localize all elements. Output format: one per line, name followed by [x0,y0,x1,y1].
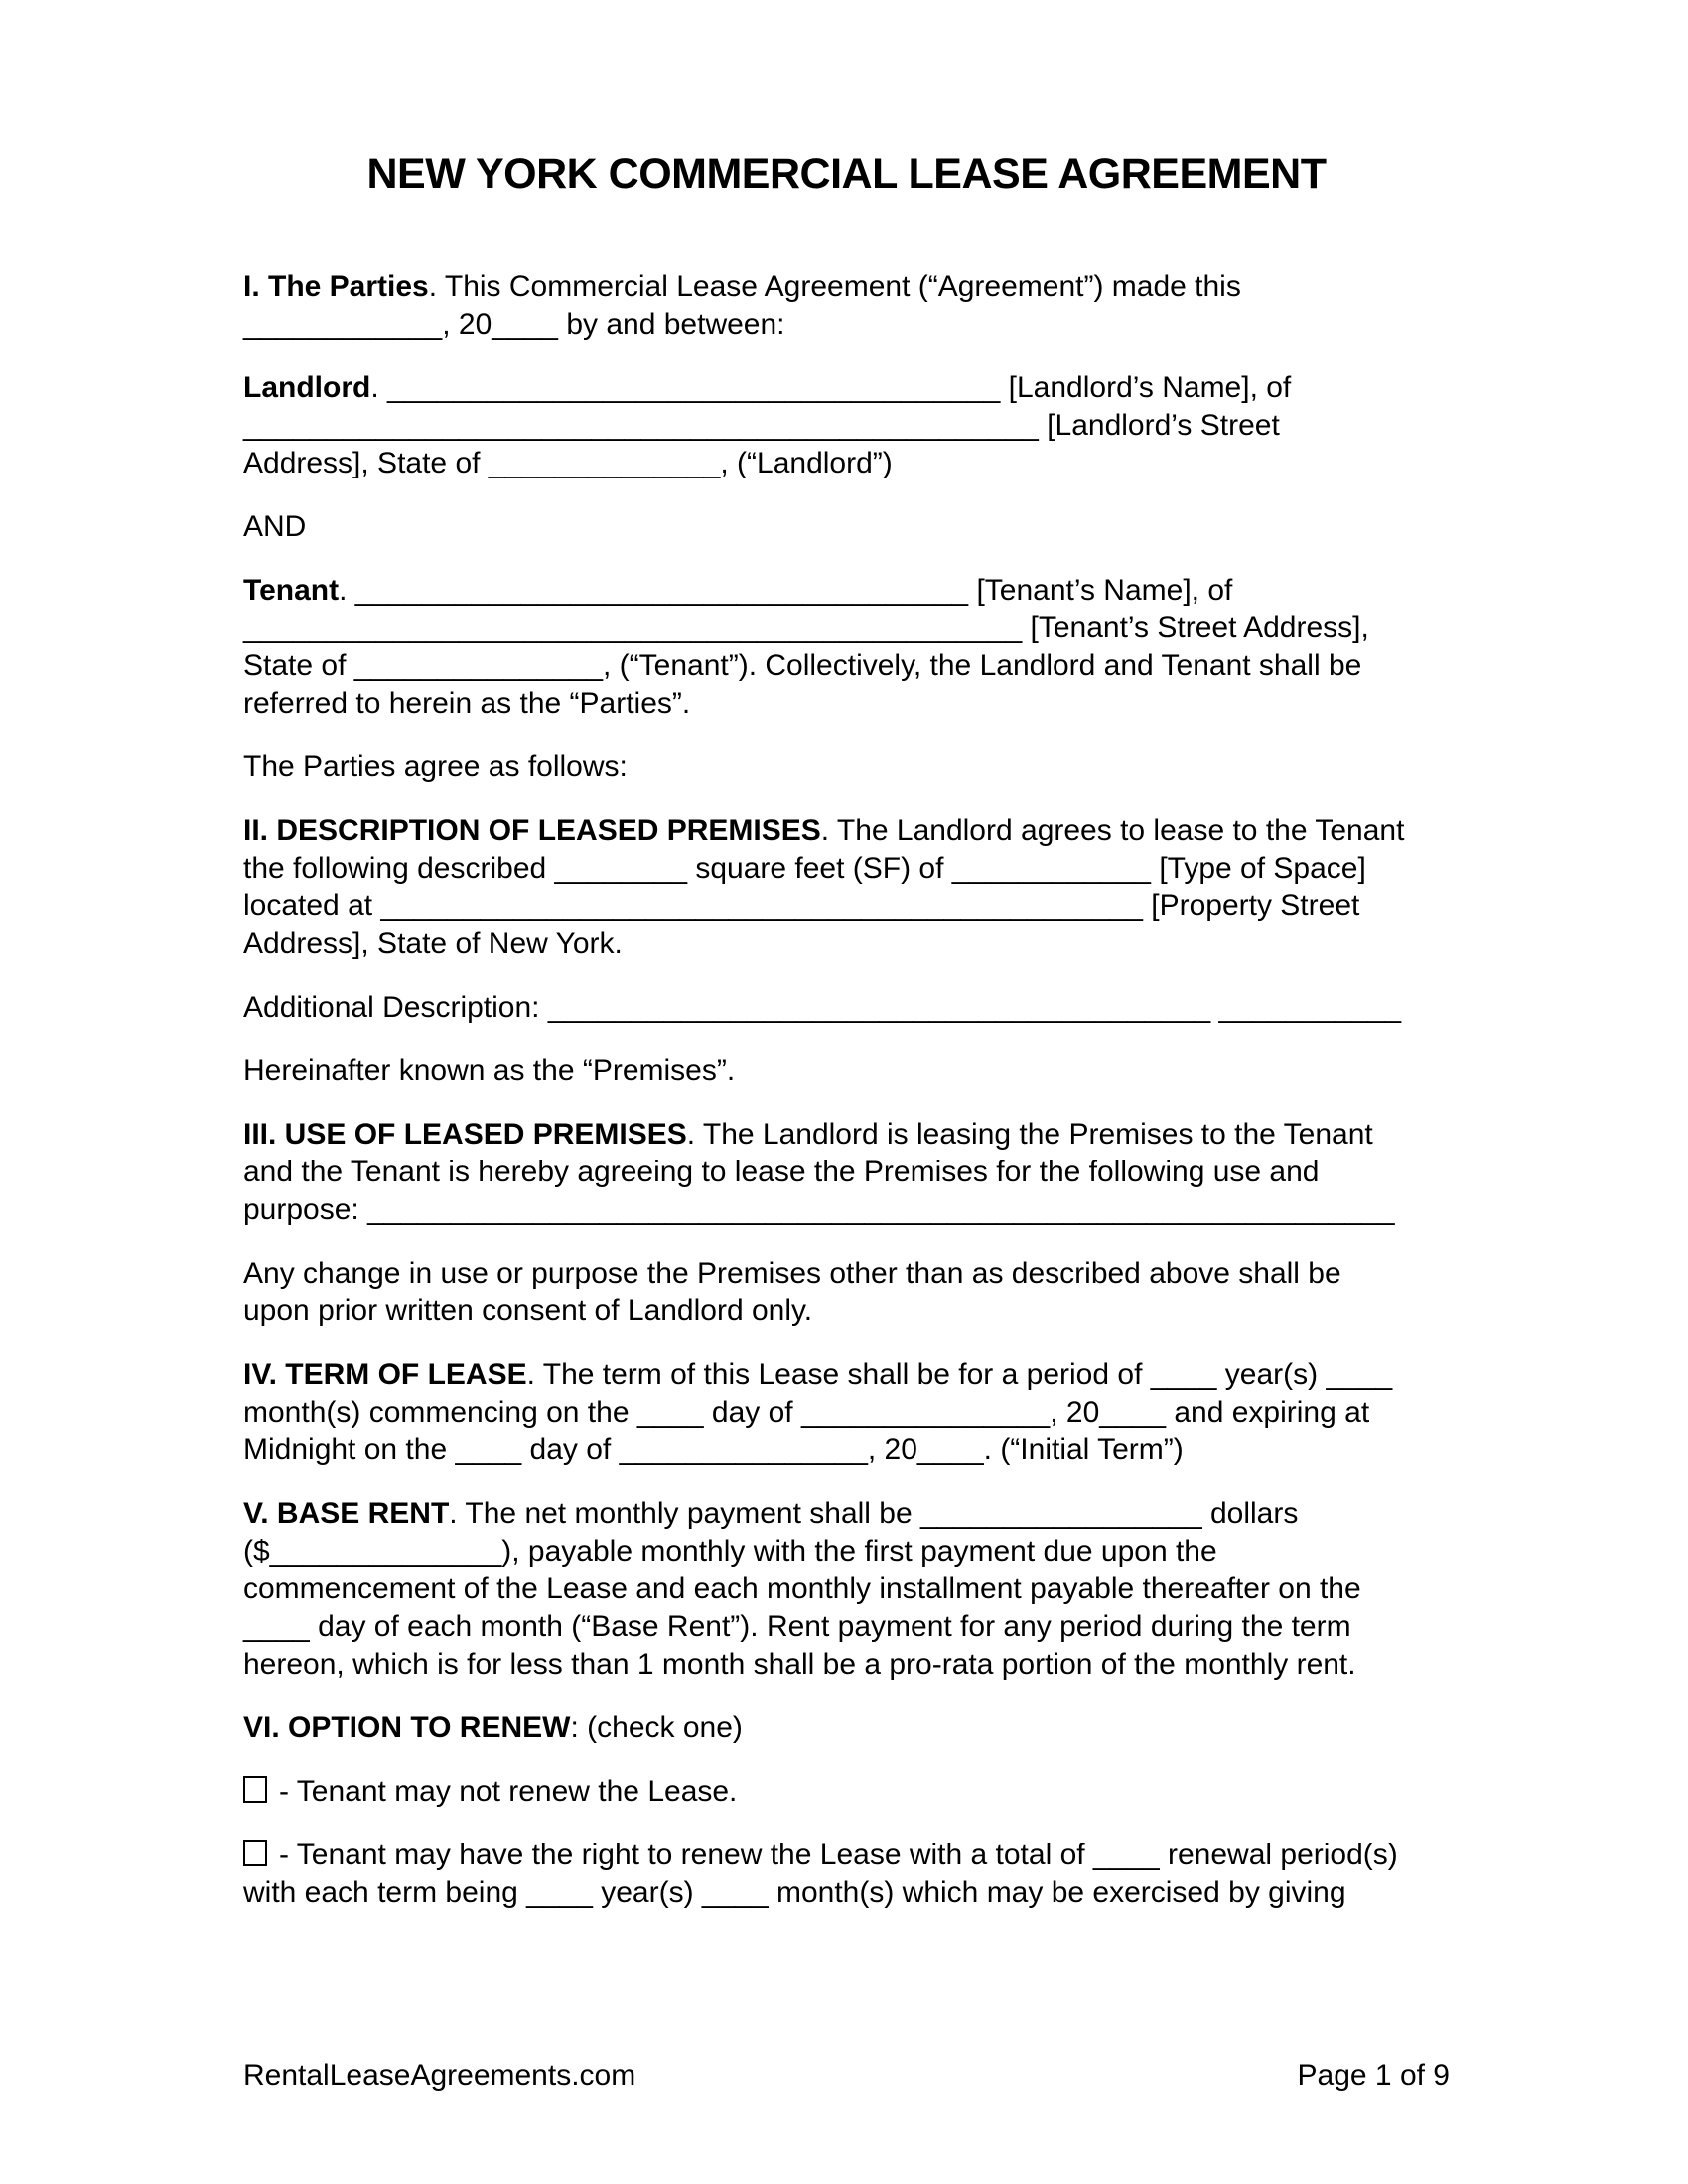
clause-text: - Tenant may have the right to renew the Lease with a total of ____ renewal period(s) [279,1839,1398,1871]
clause-text: the following described ________ square feet (SF) of ____________ [Type of Space] [243,852,1366,885]
clause-text: State of _______________, (“Tenant”). Collectively, the Landlord and Tenant shall be [243,649,1362,682]
line [243,1116,1450,1154]
renew-option-yes [243,1837,1450,1912]
clause-text: Midnight on the ____ day of _______________, 20____. (“Initial Term”) [243,1433,1184,1466]
line [243,1608,1450,1646]
clause-text: upon prior written consent of Landlord only. [243,1295,813,1327]
line [243,925,1450,963]
line [243,1773,1450,1811]
clause-text: : (check one) [570,1711,743,1744]
line [243,1432,1450,1469]
line [243,685,1450,723]
clause-text: purpose: ______________________________________________________________ [243,1193,1395,1226]
renew-option-no [243,1773,1450,1811]
clause-text: AND [243,510,307,543]
clause-text: . The term of this Lease shall be for a period of ____ year(s) ____ [526,1358,1393,1391]
section-heading: III. USE OF LEASED PREMISES [243,1118,687,1151]
clause-text: ____ day of each month (“Base Rent”). Rent payment for any period during the term [243,1610,1351,1643]
line [243,306,1450,343]
line [243,1570,1450,1608]
clause-text: Hereinafter known as the “Premises”. [243,1054,736,1087]
line [243,887,1450,925]
line [243,850,1450,887]
additional-description [243,989,1450,1026]
clause-text: . This Commercial Lease Agreement (“Agreement”) made this [428,270,1241,303]
clause-text: ________________________________________________ [Landlord’s Street [243,409,1280,442]
clause-text: The Parties agree as follows: [243,751,628,783]
section-heading: V. BASE RENT [243,1497,450,1530]
line [243,445,1450,482]
clause-text: ($______________), payable monthly with the first payment due upon the [243,1535,1217,1568]
footer-website: RentalLeaseAgreements.com [243,2059,636,2092]
clause-text: Any change in use or purpose the Premises other than as described above shall be [243,1257,1341,1290]
document-title: NEW YORK COMMERCIAL LEASE AGREEMENT [366,150,1327,198]
agreement-intro [243,749,1450,786]
section-vi-option-to-renew [243,1709,1450,1747]
clause-text: . The Landlord agrees to lease to the Tenant [820,814,1405,847]
clause-text: and the Tenant is hereby agreeing to lease the Premises for the following use and [243,1156,1320,1188]
line [243,1646,1450,1684]
section-heading: I. The Parties [243,270,429,303]
page-footer [243,2057,1450,2095]
line [243,1533,1450,1570]
line [243,812,1450,850]
line [243,1709,1450,1747]
footer-page-number: Page 1 of 9 [1297,2059,1450,2092]
line [243,989,1450,1026]
section-ii-description [243,812,1450,963]
clause-text: . _____________________________________ [Landlord’s Name], of [370,371,1292,404]
clause-text: located at ______________________________________________ [Property Street [243,889,1360,922]
clause-text: . The Landlord is leasing the Premises to the Tenant [686,1118,1373,1151]
line [243,1394,1450,1432]
landlord-label: Landlord [243,371,371,404]
clause-text: hereon, which is for less than 1 month shall be a pro-rata portion of the monthly rent. [243,1648,1356,1681]
section-heading: II. DESCRIPTION OF LEASED PREMISES [243,814,821,847]
line [243,508,1450,546]
clause-text: ____________, 20____ by and between: [243,308,785,341]
line [243,1154,1450,1191]
clause-text: Address], State of New York. [243,927,623,960]
line [243,1052,1450,1090]
line [243,1495,1450,1533]
use-change-clause [243,1255,1450,1330]
checkbox-icon[interactable] [243,1840,267,1866]
clause-text: . The net monthly payment shall be _________________ dollars [449,1497,1299,1530]
section-i-parties [243,268,1450,343]
document-body [243,149,1450,1938]
clause-text: Address], State of ______________, (“Landlord”) [243,447,893,479]
premises-known-as [243,1052,1450,1090]
line [243,1293,1450,1330]
landlord-clause [243,369,1450,482]
line [243,268,1450,306]
tenant-clause [243,572,1450,723]
clause-text: month(s) commencing on the ____ day of _______________, 20____ and expiring at [243,1396,1370,1429]
line [243,407,1450,445]
section-iii-use [243,1116,1450,1229]
clause-text: - Tenant may not renew the Lease. [279,1775,738,1808]
clause-text: Additional Description: ________________________________________ ___________ [243,991,1402,1024]
line [243,1191,1450,1229]
clause-text: with each term being ____ year(s) ____ month(s) which may be exercised by giving [243,1876,1346,1909]
section-v-base-rent [243,1495,1450,1684]
line [243,572,1450,610]
section-heading: VI. OPTION TO RENEW [243,1711,571,1744]
clause-text: referred to herein as the “Parties”. [243,687,691,720]
line [243,369,1450,407]
line [243,1837,1450,1874]
line [243,647,1450,685]
section-heading: IV. TERM OF LEASE [243,1358,527,1391]
line [243,610,1450,647]
clause-text: commencement of the Lease and each monthly installment payable thereafter on the [243,1572,1361,1605]
line [243,1356,1450,1394]
and-connector [243,508,1450,546]
section-iv-term [243,1356,1450,1469]
line [243,749,1450,786]
line [243,1874,1450,1912]
clause-text: . _____________________________________ [Tenant’s Name], of [339,574,1233,607]
line [243,1255,1450,1293]
checkbox-icon[interactable] [243,1776,267,1803]
clause-text: _______________________________________________ [Tenant’s Street Address], [243,612,1369,644]
tenant-label: Tenant [243,574,340,607]
